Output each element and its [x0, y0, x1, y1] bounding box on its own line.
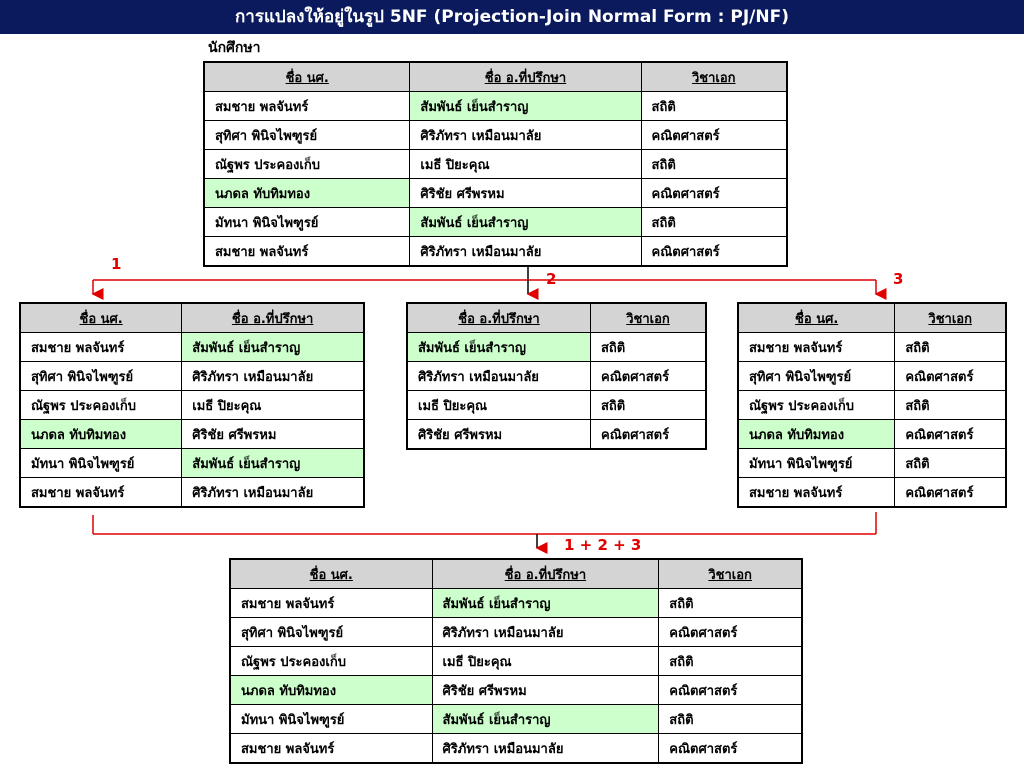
- cell-student: สมชาย พลจันทร์: [738, 333, 895, 362]
- column-header-advisor: ชื่อ อ.ที่ปรึกษา: [432, 559, 659, 589]
- column-header-student: ชื่อ นศ.: [204, 62, 410, 92]
- cell-advisor: ศิริภัทรา เหมือนมาลัย: [407, 362, 591, 391]
- projection-1-table: [19, 302, 365, 508]
- cell-major: คณิตศาสตร์: [641, 121, 787, 150]
- cell-advisor: สัมพันธ์ เย็นสำราญ: [410, 208, 641, 237]
- table-row: [738, 478, 1006, 508]
- cell-student: ณัฐพร ประคองเก็บ: [738, 391, 895, 420]
- cell-advisor: สัมพันธ์ เย็นสำราญ: [432, 589, 659, 618]
- cell-major: คณิตศาสตร์: [895, 420, 1006, 449]
- column-header-major: วิชาเอก: [641, 62, 787, 92]
- table-row: [738, 333, 1006, 362]
- table-row: [20, 420, 364, 449]
- table-row: [204, 121, 787, 150]
- joined-relation-table: [229, 558, 803, 764]
- cell-major: สถิติ: [591, 333, 707, 362]
- cell-major: สถิติ: [895, 333, 1006, 362]
- projection-3-table: [737, 302, 1007, 508]
- cell-major: คณิตศาสตร์: [895, 478, 1006, 508]
- table-row: [407, 391, 706, 420]
- cell-student: ณัฐพร ประคองเก็บ: [20, 391, 182, 420]
- cell-student: ณัฐพร ประคองเก็บ: [204, 150, 410, 179]
- table-row: [204, 150, 787, 179]
- table-row: [407, 362, 706, 391]
- cell-student: มัทนา พินิจไพฑูรย์: [738, 449, 895, 478]
- cell-student: ณัฐพร ประคองเก็บ: [230, 647, 432, 676]
- cell-major: คณิตศาสตร์: [659, 618, 802, 647]
- relation-caption: นักศึกษา: [208, 40, 261, 56]
- cell-student: สมชาย พลจันทร์: [20, 478, 182, 508]
- cell-student: มัทนา พินิจไพฑูรย์: [20, 449, 182, 478]
- cell-student: สมชาย พลจันทร์: [230, 589, 432, 618]
- cell-student: มัทนา พินิจไพฑูรย์: [230, 705, 432, 734]
- cell-advisor: ศิริชัย ศรีพรหม: [182, 420, 364, 449]
- cell-advisor: ศิริภัทรา เหมือนมาลัย: [432, 618, 659, 647]
- cell-advisor: สัมพันธ์ เย็นสำราญ: [407, 333, 591, 362]
- original-relation-table: [203, 61, 788, 267]
- cell-student: นภดล ทับทิมทอง: [738, 420, 895, 449]
- table-row: [204, 237, 787, 267]
- table-row: [204, 92, 787, 121]
- cell-advisor: ศิริภัทรา เหมือนมาลัย: [410, 237, 641, 267]
- cell-major: คณิตศาสตร์: [591, 420, 707, 450]
- cell-major: สถิติ: [895, 391, 1006, 420]
- page-title: การแปลงให้อยู่ในรูป 5NF (Projection-Join Normal Form : PJ/NF): [0, 0, 1024, 34]
- table-row: [204, 179, 787, 208]
- cell-major: สถิติ: [591, 391, 707, 420]
- table-row: [20, 333, 364, 362]
- cell-major: คณิตศาสตร์: [895, 362, 1006, 391]
- table-row: [20, 362, 364, 391]
- cell-student: สุทิศา พินิจไพฑูรย์: [230, 618, 432, 647]
- column-header-student: ชื่อ นศ.: [20, 303, 182, 333]
- cell-major: คณิตศาสตร์: [591, 362, 707, 391]
- cell-advisor: สัมพันธ์ เย็นสำราญ: [182, 449, 364, 478]
- cell-advisor: ศิริชัย ศรีพรหม: [407, 420, 591, 450]
- cell-student: นภดล ทับทิมทอง: [204, 179, 410, 208]
- table-row: [230, 647, 802, 676]
- cell-major: สถิติ: [895, 449, 1006, 478]
- cell-advisor: ศิริภัทรา เหมือนมาลัย: [432, 734, 659, 764]
- cell-major: สถิติ: [641, 92, 787, 121]
- table-row: [738, 420, 1006, 449]
- join-label: 1 + 2 + 3: [564, 536, 642, 554]
- column-header-student: ชื่อ นศ.: [738, 303, 895, 333]
- cell-advisor: เมธี ปิยะคุณ: [407, 391, 591, 420]
- cell-advisor: สัมพันธ์ เย็นสำราญ: [182, 333, 364, 362]
- cell-advisor: สัมพันธ์ เย็นสำราญ: [432, 705, 659, 734]
- projection-2-table: [406, 302, 707, 450]
- table-row: [230, 676, 802, 705]
- projection-2-label: 2: [546, 270, 557, 288]
- cell-advisor: เมธี ปิยะคุณ: [410, 150, 641, 179]
- projection-3-label: 3: [893, 270, 904, 288]
- table-row: [20, 449, 364, 478]
- cell-advisor: ศิริชัย ศรีพรหม: [410, 179, 641, 208]
- cell-student: สุทิศา พินิจไพฑูรย์: [738, 362, 895, 391]
- table-row: [204, 208, 787, 237]
- column-header-advisor: ชื่อ อ.ที่ปรึกษา: [407, 303, 591, 333]
- cell-student: นภดล ทับทิมทอง: [230, 676, 432, 705]
- table-row: [407, 420, 706, 450]
- cell-student: สมชาย พลจันทร์: [204, 237, 410, 267]
- cell-advisor: ศิริชัย ศรีพรหม: [432, 676, 659, 705]
- column-header-advisor: ชื่อ อ.ที่ปรึกษา: [410, 62, 641, 92]
- cell-student: นภดล ทับทิมทอง: [20, 420, 182, 449]
- cell-student: สมชาย พลจันทร์: [230, 734, 432, 764]
- column-header-major: วิชาเอก: [895, 303, 1006, 333]
- table-row: [230, 618, 802, 647]
- cell-advisor: เมธี ปิยะคุณ: [432, 647, 659, 676]
- cell-major: คณิตศาสตร์: [659, 676, 802, 705]
- cell-major: สถิติ: [641, 150, 787, 179]
- cell-advisor: ศิริภัทรา เหมือนมาลัย: [410, 121, 641, 150]
- cell-major: คณิตศาสตร์: [641, 237, 787, 267]
- column-header-advisor: ชื่อ อ.ที่ปรึกษา: [182, 303, 364, 333]
- cell-major: สถิติ: [659, 705, 802, 734]
- table-row: [230, 734, 802, 764]
- table-row: [20, 478, 364, 508]
- cell-major: สถิติ: [641, 208, 787, 237]
- cell-student: สมชาย พลจันทร์: [20, 333, 182, 362]
- table-row: [738, 362, 1006, 391]
- cell-student: สุทิศา พินิจไพฑูรย์: [204, 121, 410, 150]
- table-row: [20, 391, 364, 420]
- table-row: [738, 449, 1006, 478]
- table-row: [230, 589, 802, 618]
- column-header-student: ชื่อ นศ.: [230, 559, 432, 589]
- cell-major: สถิติ: [659, 589, 802, 618]
- cell-major: คณิตศาสตร์: [641, 179, 787, 208]
- cell-student: มัทนา พินิจไพฑูรย์: [204, 208, 410, 237]
- cell-advisor: สัมพันธ์ เย็นสำราญ: [410, 92, 641, 121]
- column-header-major: วิชาเอก: [659, 559, 802, 589]
- cell-student: สมชาย พลจันทร์: [738, 478, 895, 508]
- cell-student: สมชาย พลจันทร์: [204, 92, 410, 121]
- table-row: [738, 391, 1006, 420]
- projection-1-label: 1: [111, 255, 122, 273]
- table-row: [407, 333, 706, 362]
- cell-student: สุทิศา พินิจไพฑูรย์: [20, 362, 182, 391]
- cell-major: คณิตศาสตร์: [659, 734, 802, 764]
- cell-advisor: เมธี ปิยะคุณ: [182, 391, 364, 420]
- cell-major: สถิติ: [659, 647, 802, 676]
- column-header-major: วิชาเอก: [591, 303, 707, 333]
- cell-advisor: ศิริภัทรา เหมือนมาลัย: [182, 478, 364, 508]
- table-row: [230, 705, 802, 734]
- cell-advisor: ศิริภัทรา เหมือนมาลัย: [182, 362, 364, 391]
